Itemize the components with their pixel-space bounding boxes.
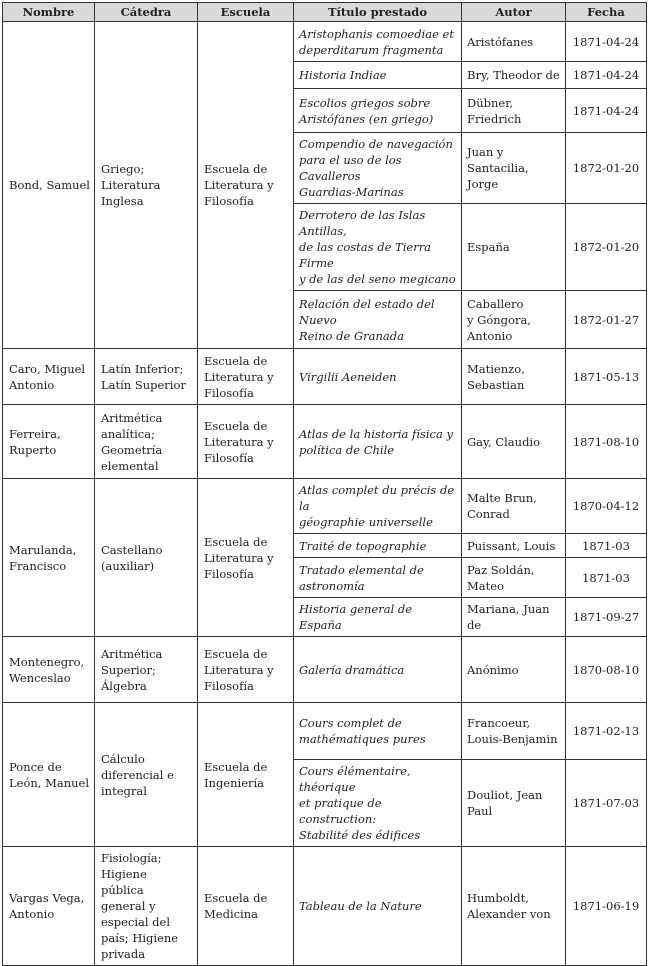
fecha-cell: 1871-04-24 [566, 62, 647, 89]
catedra-cell: Latín Inferior; Latín Superior [95, 349, 198, 405]
table-row [3, 405, 647, 479]
fecha-cell: 1871-05-13 [566, 349, 647, 405]
fecha-cell: 1871-03 [566, 558, 647, 598]
titulo-cell: Atlas de la historia física y política de Chile [294, 405, 462, 479]
autor-cell: Humboldt, Alexander von [462, 847, 566, 966]
fecha-cell: 1871-04-24 [566, 22, 647, 62]
escuela-cell: Escuela de Literatura y Filosofía [198, 22, 294, 349]
nombre-cell: Bond, Samuel [3, 22, 95, 349]
autor-cell: España [462, 204, 566, 291]
fecha-cell: 1872-01-20 [566, 204, 647, 291]
nombre-cell: Ponce de León, Manuel [3, 703, 95, 847]
table-row [3, 349, 647, 405]
header-row [3, 3, 647, 22]
header-autor: Autor [462, 3, 566, 22]
autor-cell: Aristófanes [462, 22, 566, 62]
catedra-cell: Fisiología; Higiene pública general y especial del país; Higiene privada [95, 847, 198, 966]
titulo-cell: Tableau de la Nature [294, 847, 462, 966]
fecha-cell: 1871-02-13 [566, 703, 647, 760]
titulo-cell: Virgilii Aeneiden [294, 349, 462, 405]
autor-cell: Caballero y Góngora, Antonio [462, 291, 566, 349]
autor-cell: Juan y Santacilia, Jorge [462, 133, 566, 204]
nombre-cell: Vargas Vega, Antonio [3, 847, 95, 966]
catedra-cell: Griego; Literatura Inglesa [95, 22, 198, 349]
table-row [3, 479, 647, 534]
titulo-cell: Atlas complet du précis de la géographie universelle [294, 479, 462, 534]
autor-cell: Dübner, Friedrich [462, 89, 566, 133]
autor-cell: Bry, Theodor de [462, 62, 566, 89]
autor-cell: Matienzo, Sebastian [462, 349, 566, 405]
autor-cell: Paz Soldán, Mateo [462, 558, 566, 598]
nombre-cell: Ferreira, Ruperto [3, 405, 95, 479]
header-nombre: Nombre [3, 3, 95, 22]
autor-cell: Anónimo [462, 637, 566, 703]
table-body [3, 22, 647, 966]
escuela-cell: Escuela de Literatura y Filosofía [198, 637, 294, 703]
autor-cell: Puissant, Louis [462, 534, 566, 558]
table-row [3, 847, 647, 966]
titulo-cell: Traité de topographie [294, 534, 462, 558]
fecha-cell: 1871-06-19 [566, 847, 647, 966]
titulo-cell: Galería dramática [294, 637, 462, 703]
fecha-cell: 1871-09-27 [566, 598, 647, 637]
escuela-cell: Escuela de Ingeniería [198, 703, 294, 847]
table-row [3, 703, 647, 760]
catedra-cell: Cálculo diferencial e integral [95, 703, 198, 847]
fecha-cell: 1870-08-10 [566, 637, 647, 703]
titulo-cell: Escolios griegos sobre Aristófanes (en griego) [294, 89, 462, 133]
fecha-cell: 1871-08-10 [566, 405, 647, 479]
loans-table-container [2, 2, 647, 966]
table-row [3, 637, 647, 703]
titulo-cell: Cours élémentaire, théorique et pratique de construction: Stabilité des édifices [294, 760, 462, 847]
fecha-cell: 1871-07-03 [566, 760, 647, 847]
fecha-cell: 1870-04-12 [566, 479, 647, 534]
nombre-cell: Montenegro, Wenceslao [3, 637, 95, 703]
fecha-cell: 1871-04-24 [566, 89, 647, 133]
autor-cell: Malte Brun, Conrad [462, 479, 566, 534]
table-row [3, 22, 647, 62]
escuela-cell: Escuela de Medicina [198, 847, 294, 966]
fecha-cell: 1871-03 [566, 534, 647, 558]
nombre-cell: Marulanda, Francisco [3, 479, 95, 637]
titulo-cell: Derrotero de las Islas Antillas, de las costas de Tierra Firme y de las del seno megicano [294, 204, 462, 291]
catedra-cell: Aritmética Superior; Álgebra [95, 637, 198, 703]
catedra-cell: Aritmética analítica; Geometría elemental [95, 405, 198, 479]
escuela-cell: Escuela de Literatura y Filosofía [198, 479, 294, 637]
escuela-cell: Escuela de Literatura y Filosofía [198, 405, 294, 479]
header-escuela: Escuela [198, 3, 294, 22]
fecha-cell: 1872-01-27 [566, 291, 647, 349]
nombre-cell: Caro, Miguel Antonio [3, 349, 95, 405]
escuela-cell: Escuela de Literatura y Filosofía [198, 349, 294, 405]
titulo-cell: Cours complet de mathématiques pures [294, 703, 462, 760]
catedra-cell: Castellano (auxiliar) [95, 479, 198, 637]
titulo-cell: Historia Indiae [294, 62, 462, 89]
header-catedra: Cátedra [95, 3, 198, 22]
titulo-cell: Compendio de navegación para el uso de los Cavalleros Guardias-Marinas [294, 133, 462, 204]
fecha-cell: 1872-01-20 [566, 133, 647, 204]
autor-cell: Gay, Claudio [462, 405, 566, 479]
loans-table [2, 2, 647, 966]
autor-cell: Mariana, Juan de [462, 598, 566, 637]
titulo-cell: Tratado elemental de astronomía [294, 558, 462, 598]
autor-cell: Francoeur, Louis-Benjamin [462, 703, 566, 760]
header-titulo: Título prestado [294, 3, 462, 22]
autor-cell: Douliot, Jean Paul [462, 760, 566, 847]
titulo-cell: Relación del estado del Nuevo Reino de Granada [294, 291, 462, 349]
titulo-cell: Historia general de España [294, 598, 462, 637]
titulo-cell: Aristophanis comoediae et deperditarum fragmenta [294, 22, 462, 62]
header-fecha: Fecha [566, 3, 647, 22]
